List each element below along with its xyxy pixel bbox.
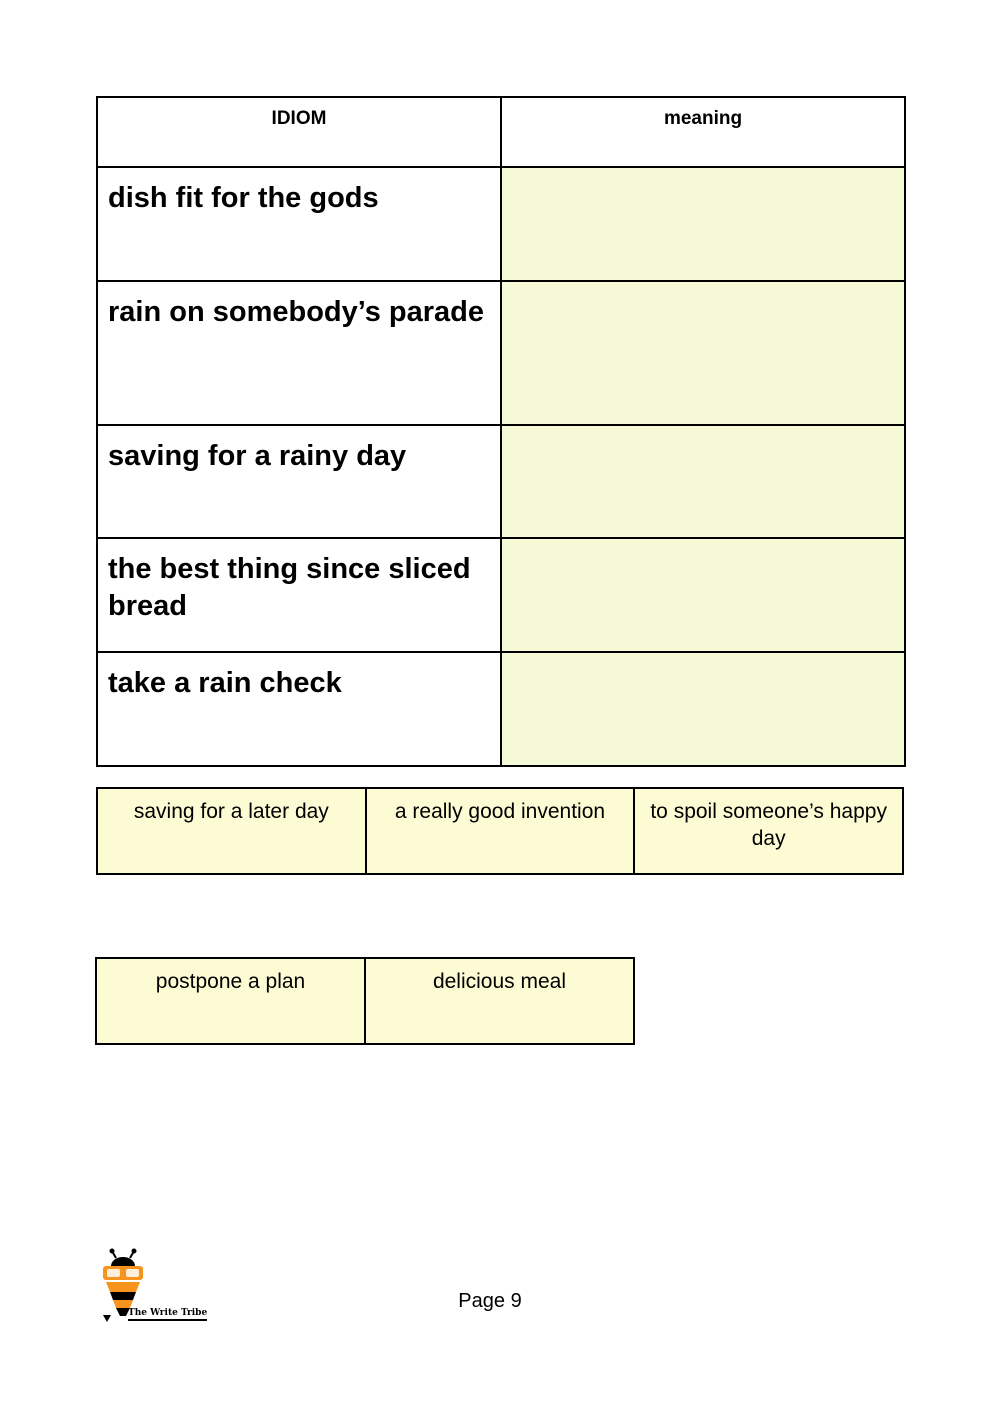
meaning-drop-zone[interactable]	[501, 281, 905, 425]
answer-bank-row-2	[95, 957, 635, 1045]
answer-bank-row-1	[96, 787, 904, 875]
table-row	[97, 281, 905, 425]
table-row	[97, 425, 905, 538]
idiom-cell: saving for a rainy day	[97, 425, 501, 538]
answer-card[interactable]: to spoil someone’s happy day	[634, 788, 903, 874]
page-number: Page 9	[458, 1290, 522, 1312]
table-row	[97, 167, 905, 281]
idiom-cell: take a rain check	[97, 652, 501, 766]
meaning-drop-zone[interactable]	[501, 425, 905, 538]
meaning-column-header: meaning	[501, 97, 905, 167]
answer-card[interactable]: saving for a later day	[97, 788, 366, 874]
meaning-drop-zone[interactable]	[501, 538, 905, 652]
logo-text: The Write Tribe	[128, 1308, 207, 1321]
idiom-cell: rain on somebody’s parade	[97, 281, 501, 425]
idiom-cell: the best thing since sliced bread	[97, 538, 501, 652]
idiom-cell: dish fit for the gods	[97, 167, 501, 281]
answer-card[interactable]: postpone a plan	[96, 958, 365, 1044]
meaning-drop-zone[interactable]	[501, 652, 905, 766]
table-row	[97, 538, 905, 652]
answer-card[interactable]: delicious meal	[365, 958, 634, 1044]
meaning-drop-zone[interactable]	[501, 167, 905, 281]
answer-card[interactable]: a really good invention	[366, 788, 635, 874]
table-header-row	[97, 97, 905, 167]
table-row	[97, 652, 905, 766]
idiom-table	[96, 96, 906, 767]
write-tribe-logo	[98, 1248, 208, 1328]
idiom-column-header: IDIOM	[97, 97, 501, 167]
